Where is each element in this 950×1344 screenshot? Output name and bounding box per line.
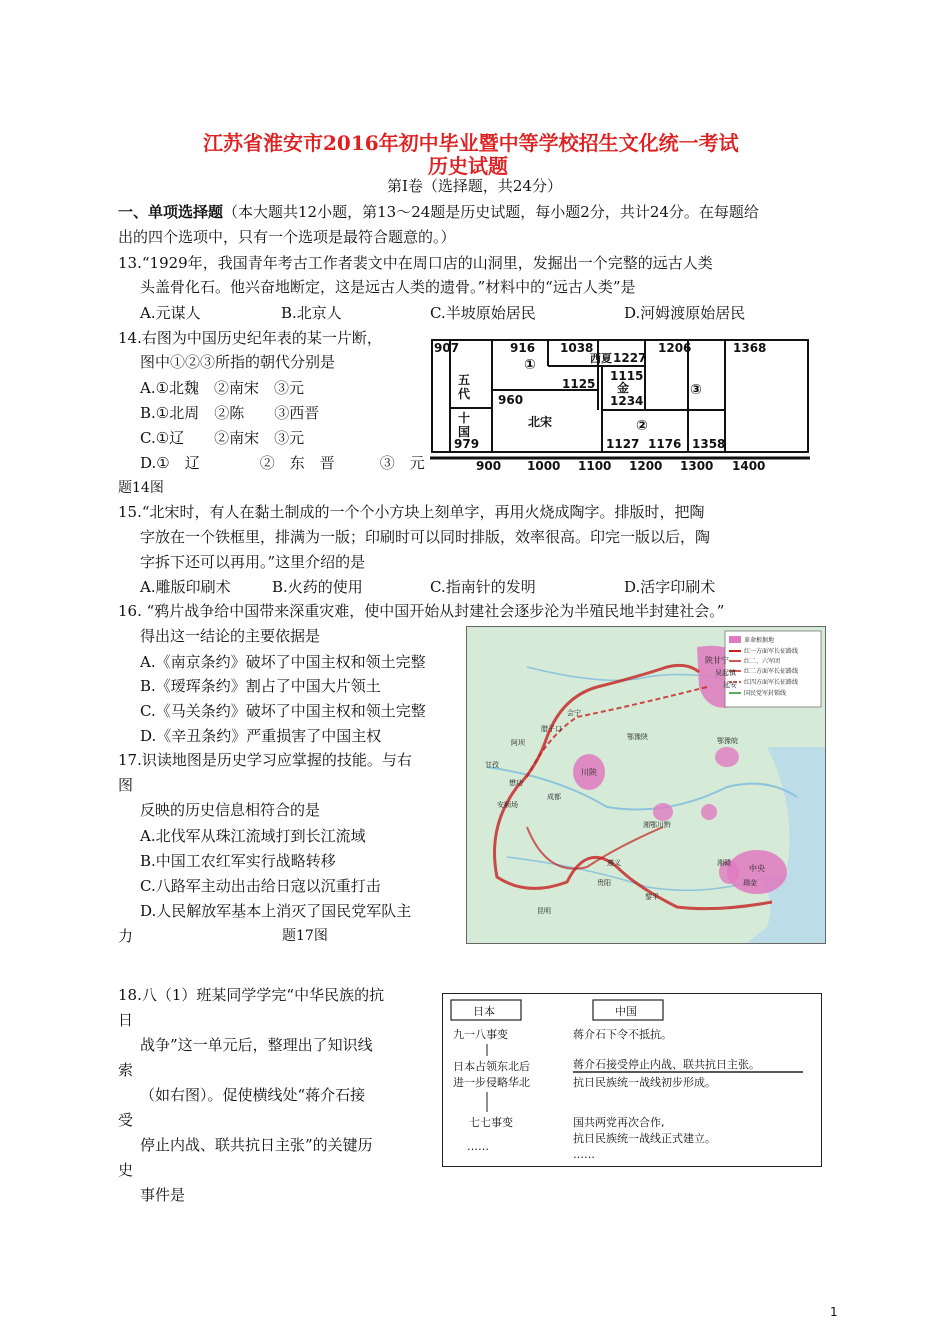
place-yanan: 延安 [723,681,737,689]
place-ruijin: 瑞金 [743,879,757,887]
q18-stem-4: 索 [118,1061,134,1079]
long-march-map [466,626,826,944]
china-header: 中国 [615,1005,637,1018]
place-liping: 黎平 [645,893,659,901]
japan-header: 日本 [473,1005,495,1018]
exam-title: 江苏省淮安市2016年初中毕业暨中等学校招生文化统一考试 [203,131,739,155]
label-wu: 五 [458,373,471,387]
place-zunyi: 遵义 [607,859,621,867]
place-guiyang: 贵阳 [597,879,611,887]
place-eyuwan: 鄂豫皖 [717,737,738,745]
q13-stem-2: 头盖骨化石。他兴奋地断定，这是远古人类的遗骨。”材料中的“远古人类”是 [140,278,636,296]
q17-stem-2: 图 [118,776,134,794]
place-lazikou: 腊子口 [541,725,562,733]
dynasty-timeline-chart [430,334,810,474]
q15-option-d: D.活字印刷术 [624,578,716,596]
q16-option-c: C.《马关条约》破坏了中国主权和领土完整 [140,702,426,720]
section-title: 第Ⅰ卷（选择题，共24分） [387,177,563,195]
china-united-front-initial: 抗日民族统一战线初步形成。 [573,1076,716,1089]
axis-1400: 1400 [732,459,766,473]
event-918: 九一八事变 [453,1028,508,1041]
q15-stem-1: 15.“北宋时，有人在黏土制成的一个个小方块上刻单字，再用火烧成陶字。排版时，把陶 [118,503,705,521]
q16-option-d: D.《辛丑条约》严重损害了中国主权 [140,727,382,745]
china-united-front-formal: 抗日民族统一战线正式建立。 [573,1132,716,1145]
year-1234: 1234 [610,394,644,408]
place-maogong: 懋功 [509,779,523,787]
q15-stem-3: 字拆下还可以再用。”这里介绍的是 [140,553,366,571]
part1-heading: 一、单项选择题 [118,203,224,221]
year-979: 979 [454,437,480,451]
axis-1300: 1300 [680,459,714,473]
q13-option-d: D.河姆渡原始居民 [624,304,746,322]
circle-3: ③ [690,382,702,398]
q16-option-b: B.《瑷珲条约》割占了中国大片领土 [140,677,381,695]
legend-base: 革命根据地 [744,637,775,644]
legend-route-4: 红四方面军长征路线 [744,679,799,686]
q13-option-b: B.北京人 [281,304,342,322]
q14-option-b: B.①北周 ②陈 ③西晋 [140,404,320,422]
year-1125: 1125 [562,377,596,391]
place-anshunchang: 安顺场 [497,801,518,809]
legend-route-2: 红二方面军长征路线 [744,668,799,675]
label-shi: 十 [458,411,471,425]
q14-caption: 题14图 [118,480,164,496]
event-77: 七七事变 [469,1116,513,1129]
subject-title: 历史试题 [428,154,508,178]
place-ganzi: 甘孜 [485,761,499,769]
q15-option-c: C.指南针的发明 [430,578,536,596]
q17-caption: 题17图 [282,928,328,944]
q16-stem-2: 得出这一结论的主要依据是 [140,627,321,645]
place-huining: 会宁 [567,709,581,717]
q15-stem-2: 字放在一个铁框里，排满为一版；印刷时可以同时排版，效率很高。印完一版以后，陶 [140,528,711,546]
label-xixia: 西夏 [590,352,612,365]
q16-stem-1: 16. “鸦片战争给中国带来深重灾难，使中国开始从封建社会逐步沦为半殖民地半封建社会。” [118,602,725,620]
q18-stem-5: （如右图）。促使横线处“蒋介石接 [140,1086,366,1104]
axis-1200: 1200 [629,459,663,473]
q17-option-b: B.中国工农红军实行战略转移 [140,852,336,870]
q14-option-c: C.①辽 ②南宋 ③元 [140,429,305,447]
anti-japanese-war-timeline [442,993,822,1167]
q13-option-a: A.元谋人 [140,304,201,322]
place-chuanshan: 川陕 [581,768,597,777]
circle-2: ② [636,418,648,434]
year-916: 916 [510,341,536,355]
circle-1: ① [524,357,536,373]
year-1368: 1368 [733,341,767,355]
year-1227: 1227 [613,351,647,365]
q18-stem-6: 受 [118,1111,134,1129]
q18-stem-3: 战争”这一单元后，整理出了知识线 [140,1036,373,1054]
q18-stem-1: 18.八（1）班某同学学完“中华民族的抗 [118,986,385,1004]
place-xiangechuanqian: 湘鄂川黔 [643,821,671,829]
q15-option-b: B.火药的使用 [272,578,363,596]
q18-stem-9: 事件是 [140,1186,186,1204]
legend-route-1: 红一方面军长征路线 [744,648,799,655]
year-1358: 1358 [692,437,726,451]
left-ellipsis: …… [467,1140,489,1153]
year-907: 907 [434,341,460,355]
china-kmt-cpc-cooperation: 国共两党再次合作, [573,1116,665,1129]
q17-option-d-1: D.人民解放军基本上消灭了国民党军队主 [140,902,412,920]
q17-option-d-2: 力 [118,927,134,945]
place-wuqizhen: 吴起镇 [715,669,736,677]
label-dai: 代 [458,387,471,401]
place-aba: 阿坝 [511,739,525,747]
legend-route-2-6: 红二、六军团 [744,658,781,665]
q14-stem-1: 14.右图为中国历史纪年表的某一片断， [118,329,382,347]
year-1115: 1115 [610,369,644,383]
event-occupy-northeast: 日本占领东北后 [453,1060,530,1073]
q14-option-d: D.① 辽 ② 东 晋 ③ 元 [140,454,425,472]
year-1206: 1206 [658,341,692,355]
china-no-resistance: 蒋介石下令不抵抗。 [573,1028,672,1041]
year-1038: 1038 [560,341,594,355]
event-invade-north: 进一步侵略华北 [453,1076,530,1089]
q18-stem-8: 史 [118,1161,134,1179]
legend-blockade: 国民党军封锁线 [744,690,787,697]
q18-stem-7: 停止内战、联共抗日主张”的关键历 [140,1136,373,1154]
q17-option-c: C.八路军主动出击给日寇以沉重打击 [140,877,381,895]
place-kunming: 昆明 [537,907,551,915]
right-ellipsis: …… [573,1148,595,1161]
label-beisong: 北宋 [528,415,553,429]
q17-stem-1: 17.识读地图是历史学习应掌握的技能。与右 [118,751,412,769]
axis-1000: 1000 [527,459,561,473]
place-eyushan: 鄂豫陕 [627,733,648,741]
q16-option-a: A.《南京条约》破坏了中国主权和领土完整 [140,653,426,671]
q13-option-c: C.半坡原始居民 [430,304,536,322]
year-960: 960 [498,393,524,407]
part1-intro-a: （本大题共12小题，第13～24题是历史试题，每小题2分，共计24分。在每题给 [223,203,759,221]
axis-1100: 1100 [578,459,612,473]
page-number: 1 [830,1305,838,1319]
q17-stem-3: 反映的历史信息相符合的是 [140,801,321,819]
q15-option-a: A.雕版印刷术 [140,578,231,596]
axis-900: 900 [476,459,502,473]
label-guo: 国 [458,425,471,439]
part1-intro-b: 出的四个选项中，只有一个选项是最符合题意的。） [118,228,456,246]
year-1176: 1176 [648,437,682,451]
label-jin: 金 [617,381,630,395]
place-chengdu: 成都 [547,793,561,801]
part1-intro [118,202,759,222]
place-shaanganning: 陕甘宁 [705,656,729,665]
place-xianggan: 湘赣 [717,859,731,867]
q13-stem-1: 13.“1929年，我国青年考古工作者裴文中在周口店的山洞里，发掘出一个完整的远古人类 [118,254,713,272]
q14-option-a: A.①北魏 ②南宋 ③元 [140,379,305,397]
q17-option-a: A.北伐军从珠江流域打到长江流域 [140,827,366,845]
year-1127: 1127 [606,437,640,451]
place-central: 中央 [749,864,765,873]
q18-stem-2: 日 [118,1011,134,1029]
q14-stem-2: 图中①②③所指的朝代分别是 [140,353,336,371]
china-accepts-united-front: 蒋介石接受停止内战、联共抗日主张。 [573,1058,760,1071]
